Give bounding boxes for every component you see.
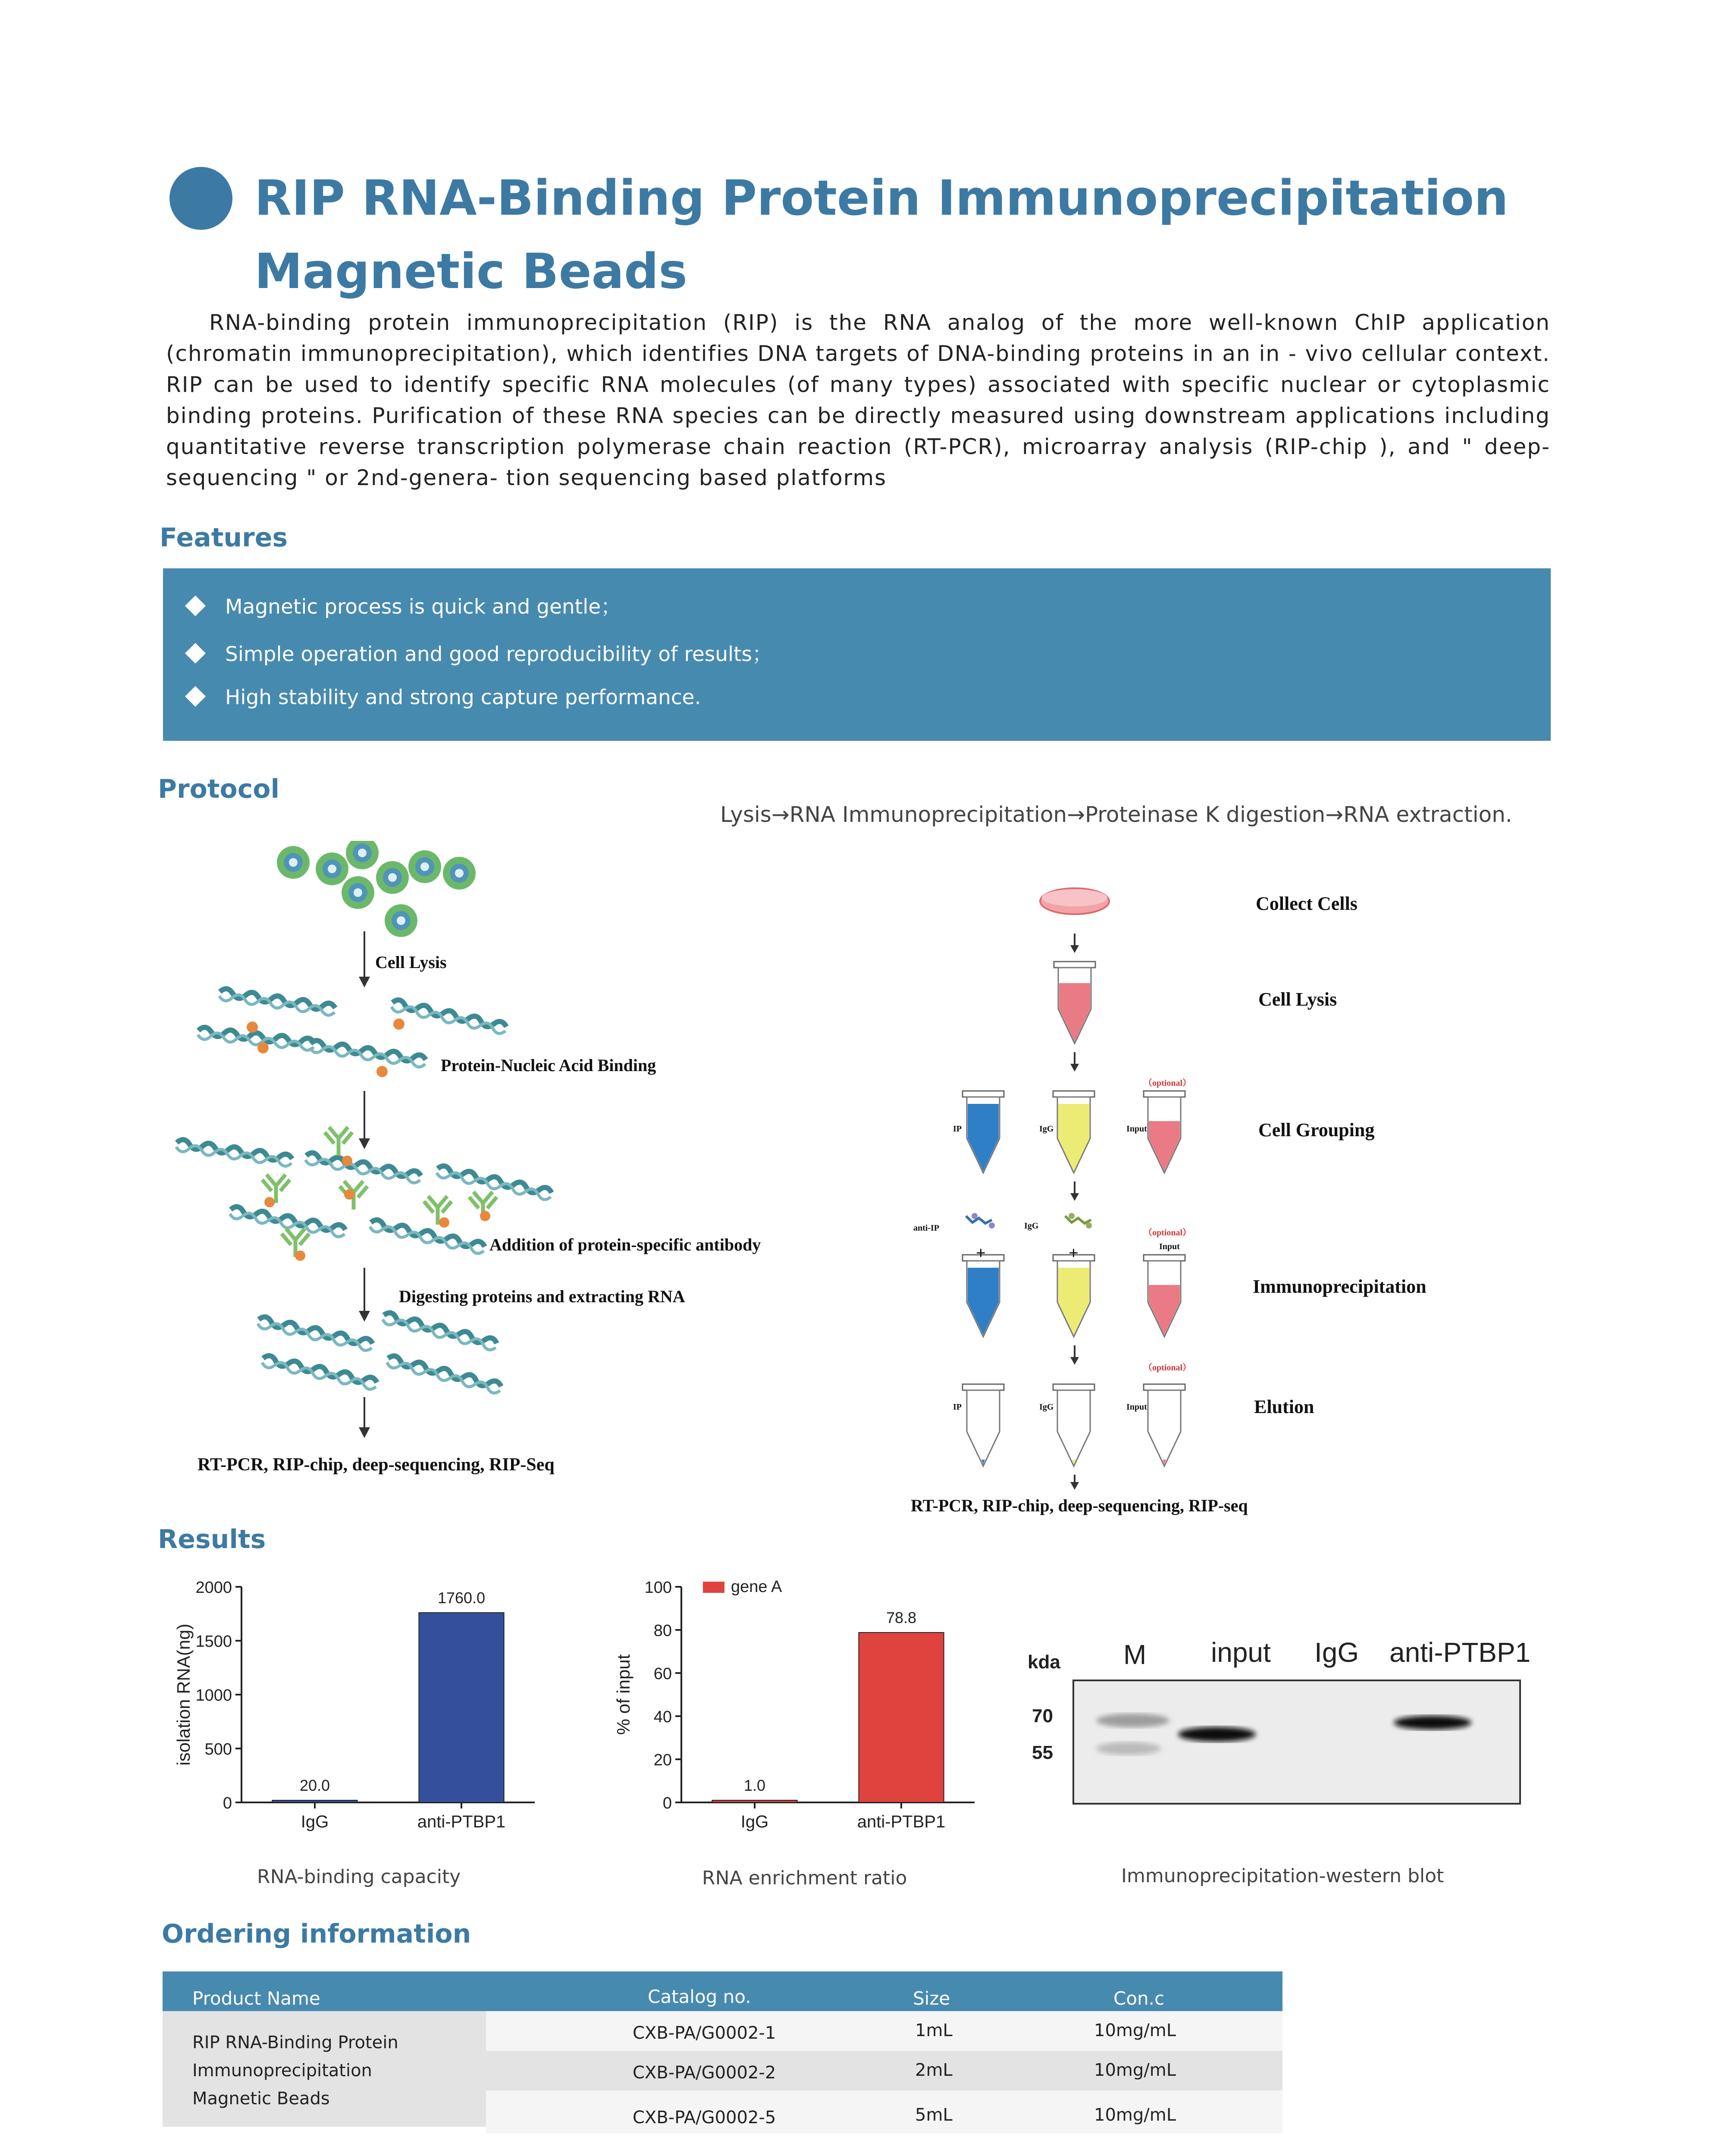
y-tick-label: 100 [644,1579,672,1597]
data-label: 1.0 [743,1777,766,1794]
y-tick-label: 80 [653,1622,672,1640]
data-label: 1760.0 [437,1589,486,1607]
x-tick-label: anti-PTBP1 [857,1812,946,1831]
tube-label: Input [1126,1124,1147,1134]
input-label: Input [1159,1242,1180,1251]
data-label: 20.0 [299,1777,330,1794]
cells-icon [277,841,476,937]
step-binding: Protein-Nucleic Acid Binding [441,1056,656,1075]
y-tick-label: 20 [653,1751,672,1769]
size-cell: 5mL [915,2105,953,2125]
blot-lane-label: IgG [1314,1637,1359,1668]
step-downstream: RT-PCR, RIP-chip, deep-sequencing, RIP-Seq [198,1455,555,1475]
y-axis-label: isolation RNA(ng) [173,1623,194,1766]
step-cell-grouping: Cell Grouping [1258,1119,1375,1141]
optional-label: （optional） [1144,1078,1192,1088]
x-tick-label: IgG [740,1812,769,1831]
blot-lane-label: M [1123,1639,1147,1670]
table-row [486,2090,1282,2134]
legend-swatch [703,1582,724,1593]
tube-label: IgG [1039,1124,1054,1134]
y-axis-label: % of input [613,1654,633,1735]
diamond-bullet-icon [185,686,206,706]
conc-cell: 10mg/mL [1094,2105,1176,2125]
blot-marker-55: 55 [1032,1742,1053,1763]
product-name-line: RIP RNA-Binding Protein [192,2033,398,2053]
product-name-cell [163,2011,486,2127]
bar [272,1800,357,1802]
catalog-cell: CXB-PA/G0002-5 [633,2108,776,2128]
step-downstream-right: RT-PCR, RIP-chip, deep-sequencing, RIP-seq [911,1496,1248,1515]
y-tick-label: 1500 [195,1633,232,1651]
optional-label: （optional） [1144,1363,1192,1373]
y-tick-label: 0 [223,1794,232,1812]
step-digesting: Digesting proteins and extracting RNA [399,1287,685,1306]
diamond-bullet-icon [185,595,206,616]
blot-lane-label: input [1211,1637,1271,1668]
tube-label: IP [953,1124,962,1134]
caption-rna-enrichment-ratio: RNA enrichment ratio [702,1867,907,1889]
x-tick-label: anti-PTBP1 [417,1812,506,1831]
intro-paragraph [166,307,1550,493]
feature-item: Simple operation and good reproducibility of results； [188,638,772,667]
protocol-steps: Lysis→RNA Immunoprecipitation→Proteinase K digestion→RNA extraction. [720,802,1512,827]
feature-item: High stability and strong capture performance. [188,686,701,709]
blot-lane-label: anti-PTBP1 [1389,1637,1531,1668]
title-line-2: Magnetic Beads [254,244,687,300]
y-tick-label: 40 [653,1708,672,1726]
title-line-1: RIP RNA-Binding Protein Immunoprecipitation [254,170,1508,226]
step-antibody: Addition of protein-specific antibody [489,1235,761,1254]
step-elution: Elution [1254,1396,1314,1417]
y-tick-label: 500 [204,1740,232,1758]
header-size: Size [913,1988,950,2009]
table-row [486,2051,1282,2090]
plus-sign: + [976,1243,986,1263]
product-name-line: Immunoprecipitation [192,2061,372,2081]
caption-rna-binding-capacity: RNA-binding capacity [257,1866,461,1888]
protocol-heading: Protocol [158,774,280,804]
table-row [486,2011,1282,2051]
size-cell: 1mL [915,2021,953,2040]
diamond-bullet-icon [185,642,206,663]
page-title [254,162,1634,308]
rip-schematic-diagram [172,841,819,1488]
plus-sign: + [1069,1243,1079,1263]
data-label: 78.8 [886,1609,917,1626]
y-tick-label: 2000 [195,1579,232,1597]
bar [419,1613,504,1802]
tube-label: Input [1126,1402,1147,1412]
step-collect-cells: Collect Cells [1256,893,1358,914]
header-catalog: Catalog no. [648,1986,751,2007]
conc-cell: 10mg/mL [1094,2021,1176,2040]
results-heading: Results [158,1524,266,1554]
features-box [163,568,1551,741]
chart-rna-binding-capacity [164,1570,552,1854]
step-cell-lysis: Cell Lysis [375,953,447,972]
igg-antibody-label: IgG [1024,1221,1039,1231]
features-heading: Features [160,523,288,553]
tube-label: IgG [1039,1402,1054,1412]
caption-western-blot: Immunoprecipitation-western blot [1121,1865,1444,1887]
feature-item: Magnetic process is quick and gentle； [188,591,621,620]
header-product-name: Product Name [192,1988,320,2009]
step-immunoprecipitation: Immunoprecipitation [1253,1276,1427,1297]
blot-marker-70: 70 [1032,1705,1053,1727]
bar [712,1800,797,1802]
blot-kda-label: kda [1028,1651,1060,1673]
intro-text: RNA-binding protein immunoprecipitation (RIP) is the RNA analog of the more well-known ChIP application (chromatin immunoprecipitation), which identifies DNA targets of DNA-binding proteins in an in - vivo cellular context. RIP can be used to identify specific RNA molecules (of many types) associated with specific nuclear or cytoplasmic binding proteins. Purification of these RNA species can be directly measured using downstream applications including quantitative reverse transcription polymerase chain reaction (RT-PCR), microarray analysis (RIP-chip ), and " deep-sequencing " or 2nd-genera- tion sequencing based platforms [166,310,1550,490]
x-tick-label: IgG [301,1812,329,1831]
ordering-table-header [163,1971,1282,2011]
tube-label: IP [953,1402,962,1412]
conc-cell: 10mg/mL [1094,2060,1176,2080]
bar [859,1633,944,1802]
western-blot-image [1072,1680,1521,1805]
chart-rna-enrichment-ratio [604,1570,992,1854]
product-name-line: Magnetic Beads [192,2089,330,2109]
header-conc: Con.c [1113,1988,1165,2009]
catalog-cell: CXB-PA/G0002-1 [633,2023,776,2043]
optional-label: （optional） [1144,1228,1192,1238]
y-tick-label: 0 [662,1794,672,1812]
ordering-heading: Ordering information [162,1919,471,1949]
title-bullet-icon [169,167,232,230]
step-cell-lysis-right: Cell Lysis [1258,989,1337,1010]
size-cell: 2mL [915,2060,953,2080]
legend-label: gene A [731,1578,782,1596]
catalog-cell: CXB-PA/G0002-2 [633,2063,776,2083]
y-tick-label: 1000 [195,1686,232,1705]
anti-ip-label: anti-IP [913,1223,939,1233]
y-tick-label: 60 [653,1665,672,1683]
